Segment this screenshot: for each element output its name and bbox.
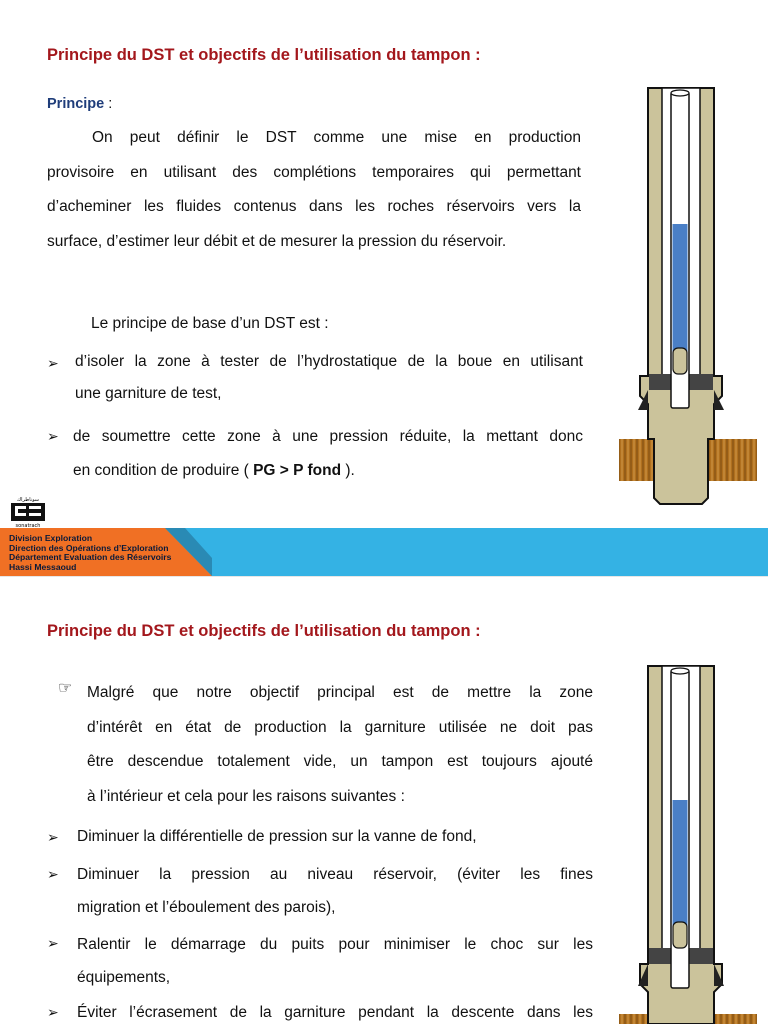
para-line: surface, d’estimer leur débit et de mesurer la pression du réservoir.	[47, 232, 507, 250]
section-subtitle	[47, 96, 112, 112]
sonatrach-logo	[8, 494, 48, 528]
base-principle-intro: Le principe de base d’un DST est :	[91, 315, 329, 332]
bullet-arrow-icon: ➢	[47, 829, 59, 845]
fluid-column	[673, 224, 688, 354]
bullet-item	[75, 346, 583, 410]
bullet-arrow-icon: ➢	[47, 428, 59, 444]
dst-well-diagram	[618, 86, 758, 511]
bullet-line: Diminuer la différentielle de pression sur la vanne de fond,	[77, 828, 477, 845]
bullet-item	[77, 858, 593, 924]
para-line: à l’intérieur et cela pour les raisons suivantes :	[87, 787, 405, 805]
bottom-valve	[673, 922, 687, 948]
para-line: provisoire en utilisant des complétions temporaires qui permettant	[47, 163, 581, 181]
bottom-valve	[673, 348, 687, 374]
string-top	[671, 90, 689, 96]
bullet-arrow-icon: ➢	[47, 1004, 59, 1020]
bullet-item	[73, 420, 583, 488]
bullet-arrow-icon: ➢	[47, 866, 59, 882]
slide-title: Principe du DST et objectifs de l’utilisation du tampon :	[47, 46, 481, 64]
bullet-arrow-icon: ➢	[47, 355, 59, 371]
svg-text:سوناطراك: سوناطراك	[17, 497, 39, 503]
fluid-column	[673, 800, 688, 930]
pointer-icon: ☞	[58, 680, 73, 697]
dst-well-diagram	[618, 664, 758, 1024]
bullet-text: en condition de produire (	[73, 462, 254, 479]
para-line: d’acheminer les fluides contenus dans les roches réservoirs vers la	[47, 198, 581, 215]
intro-paragraph	[87, 676, 593, 814]
footer-line: Direction des Opérations d’Exploration	[9, 542, 169, 553]
slide-2	[0, 594, 768, 1024]
footer-line: Département Evaluation des Réservoirs	[9, 552, 172, 563]
subtitle-colon: :	[104, 96, 113, 112]
footer-line: Hassi Messaoud	[9, 561, 77, 572]
bullet-line-2	[73, 454, 583, 488]
para-line: Malgré que notre objectif principal est de mettre la zone	[87, 684, 593, 701]
bullet-line: équipements,	[77, 969, 171, 986]
bullet-end: ).	[341, 462, 355, 479]
bullet-item	[77, 996, 593, 1024]
bullet-line: Ralentir le démarrage du puits pour minimiser le choc sur les	[77, 936, 593, 953]
para-line: être descendue totalement vide, un tampon est toujours ajouté	[87, 753, 593, 770]
bullet-line: Éviter l’écrasement de la garniture pendant la descente dans les	[77, 1004, 593, 1021]
bullet-line: migration et l’éboulement des parois),	[77, 899, 336, 916]
string-top	[671, 668, 689, 674]
slide-title: Principe du DST et objectifs de l’utilisation du tampon :	[47, 622, 481, 640]
svg-text:sonatrach: sonatrach	[15, 523, 41, 528]
footer-line: Division Exploration	[9, 533, 93, 543]
intro-paragraph	[47, 121, 581, 259]
pressure-condition: PG > P fond	[253, 462, 342, 479]
bullet-line: une garniture de test,	[75, 385, 222, 402]
bullet-item	[77, 928, 593, 994]
slide-separator	[0, 576, 768, 595]
footer-text	[9, 534, 171, 572]
bullet-line: Diminuer la pression au niveau réservoir, (éviter les fines	[77, 866, 593, 883]
bullet-line: de soumettre cette zone à une pression réduite, la mettant donc	[73, 428, 583, 445]
bullet-arrow-icon: ➢	[47, 935, 59, 951]
subtitle-text: Principe	[47, 96, 105, 112]
para-line: d’intérêt en état de production la garniture utilisée ne doit pas	[87, 718, 593, 736]
bullet-line: d’isoler la zone à tester de l’hydrostatique de la boue en utilisant	[75, 353, 583, 370]
para-line: On peut définir le DST comme une mise en production	[92, 129, 581, 146]
